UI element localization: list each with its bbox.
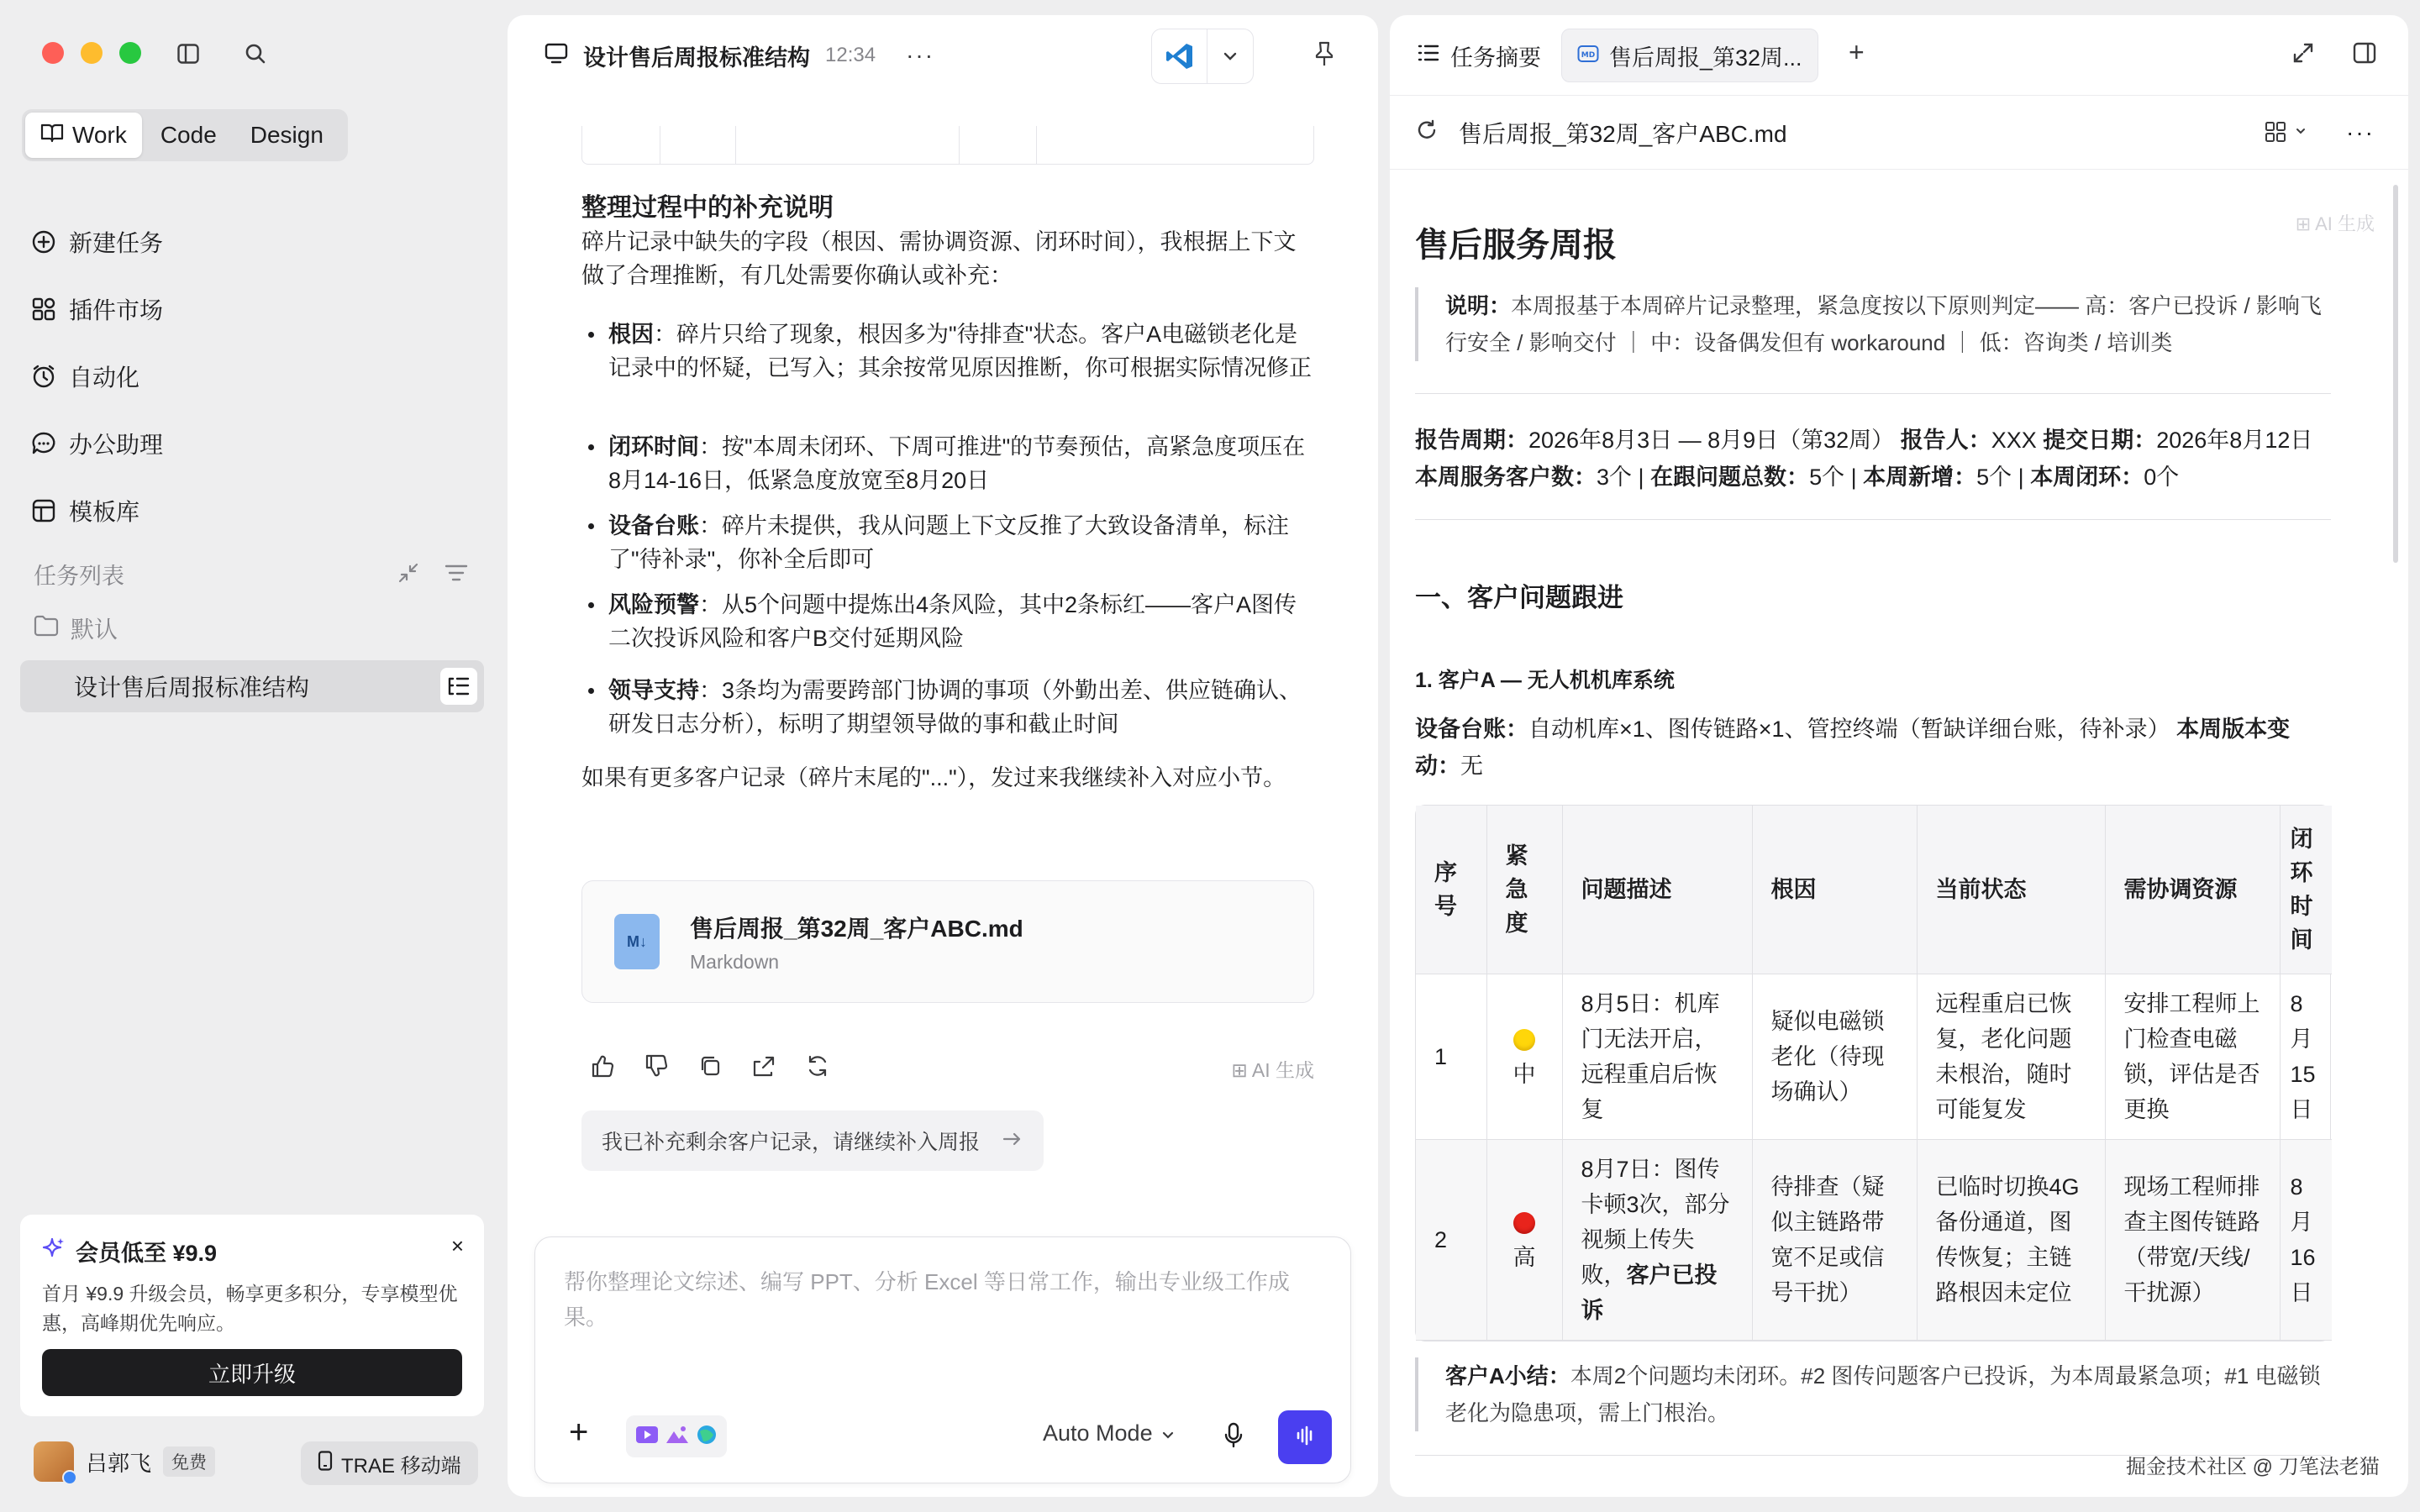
chat-bubble-icon xyxy=(30,430,57,457)
minimize-window-button[interactable] xyxy=(81,42,103,64)
nav-new-task[interactable] xyxy=(30,217,467,267)
add-tab-icon[interactable]: + xyxy=(1849,37,1865,67)
chevron-down-icon[interactable] xyxy=(1207,29,1253,83)
col-header: 问题描述 xyxy=(1562,806,1752,974)
divider xyxy=(1415,393,2331,394)
open-in-editor-group xyxy=(1151,29,1254,84)
microphone-icon[interactable] xyxy=(1223,1422,1244,1453)
nav-new-task-label: 新建任务 xyxy=(69,230,164,256)
doc-note: 说明：本周报基于本周碎片记录整理，紧急度按以下原则判定—— 高：客户已投诉 / 影响飞行安全 / 影响交付 ｜ 中：设备偶发但有 workaround ｜ 低：咨询类 / 培训类 xyxy=(1415,287,2331,361)
sidebar-toggle-icon[interactable] xyxy=(171,37,205,71)
customer-summary: 客户A小结：本周2个问题均未闭环。#2 图传问题客户已投诉，为本周最紧急项；#1 电磁锁老化为隐患项，需上门根治。 xyxy=(1415,1357,2331,1431)
col-header: 根因 xyxy=(1752,806,1917,974)
chat-outro: 如果有更多客户记录（碎片末尾的"..."），发过来我继续补入对应小节。 xyxy=(581,765,1286,790)
mode-design-label: Design xyxy=(250,122,324,148)
svg-text:MD: MD xyxy=(1581,50,1596,60)
task-list-title: 任务列表 xyxy=(34,564,124,589)
mobile-app-button[interactable] xyxy=(301,1441,478,1485)
mode-code-label: Code xyxy=(160,122,217,148)
doc-tab-bar xyxy=(1390,15,2408,96)
thumbs-down-icon[interactable] xyxy=(642,1052,671,1080)
tab-task-summary[interactable] xyxy=(1402,29,1556,82)
nav-template-library[interactable] xyxy=(30,486,467,536)
markdown-file-icon: M↓ xyxy=(614,914,660,969)
mobile-app-label: TRAE 移动端 xyxy=(341,1454,461,1478)
view-options-icon[interactable] xyxy=(2264,119,2312,149)
user-profile[interactable] xyxy=(34,1441,215,1482)
attach-plus-icon[interactable]: + xyxy=(569,1414,589,1451)
nav-template-library-label: 模板库 xyxy=(69,499,140,525)
voice-send-button[interactable] xyxy=(1278,1410,1332,1464)
monitor-icon xyxy=(544,43,568,69)
task-item-label: 设计售后周报标准结构 xyxy=(74,675,310,701)
mode-design-button[interactable] xyxy=(235,113,339,158)
equipment-line: 设备台账：自动机库×1、图传链路×1、管控终端（暂缺详细台账，待补录） 本周版本变动：无 xyxy=(1415,717,2291,779)
folder-icon xyxy=(34,615,59,643)
chat-panel xyxy=(508,15,1378,1497)
doc-title: 售后服务周报 xyxy=(1415,227,1617,264)
message-actions xyxy=(588,1052,832,1080)
nav-plugin-market[interactable] xyxy=(30,284,467,334)
table-row: 2 高 8月7日：图传卡顿3次，部分视频上传失败，客户已投诉 待排查（疑似主链路带宽不足或信号干扰） 已临时切换4G备份通道，图传恢复；主链路根因未定位 现场工程师排查主图传链路（带宽/天线/干扰源） 8月16日 xyxy=(1416,1139,2332,1340)
avatar xyxy=(34,1441,74,1482)
document-panel xyxy=(1390,15,2408,1497)
upgrade-button[interactable]: 立即升级 xyxy=(42,1349,462,1396)
refresh-icon[interactable] xyxy=(1415,118,1439,146)
search-icon[interactable] xyxy=(239,37,272,71)
bullet-leader-support: 领导支持：3条均为需要跨部门协调的事项（外勤出差、供应链确认、研发日志分析），标明了期望领导做的事和截止时间 xyxy=(581,674,1314,741)
thumbs-up-icon[interactable] xyxy=(588,1052,617,1080)
chat-heading: 整理过程中的补充说明 xyxy=(581,194,834,222)
nav-office-assistant[interactable] xyxy=(30,418,467,469)
filter-icon[interactable] xyxy=(444,561,469,589)
template-icon xyxy=(30,497,57,524)
plugin-icon xyxy=(30,296,57,323)
markdown-icon xyxy=(1577,43,1599,69)
chevron-down-icon xyxy=(1161,1420,1175,1446)
task-outline-icon[interactable] xyxy=(440,668,477,705)
col-header: 闭环时间 xyxy=(2280,806,2332,974)
suggestion-text: 我已补充剩余客户记录，请继续补入周报 xyxy=(602,1131,981,1154)
col-header: 序号 xyxy=(1416,806,1486,974)
copy-icon[interactable] xyxy=(696,1052,724,1080)
chat-title: 设计售后周报标准结构 xyxy=(583,45,810,71)
sparkle-icon xyxy=(42,1236,66,1266)
tab-weekly-report-label: 售后周报_第32周... xyxy=(1609,45,1802,71)
folder-default[interactable] xyxy=(34,612,118,645)
close-icon[interactable]: × xyxy=(450,1233,464,1258)
phone-icon xyxy=(318,1451,333,1477)
ai-generated-tag: ⊞ AI 生成 xyxy=(1231,1059,1314,1081)
mode-selector[interactable] xyxy=(1043,1420,1175,1446)
bullet-close-time: 闭环时间：按"本周未闭环、下周可推进"的节奏预估，高紧急度项压在8月14-16日，低紧急度放宽至8月20日 xyxy=(581,430,1314,497)
message-composer[interactable] xyxy=(534,1236,1351,1483)
watermark: 掘金技术社区 @ 刀笔法老猫 xyxy=(2126,1456,2380,1478)
nav-plugin-market-label: 插件市场 xyxy=(69,297,164,323)
list-icon xyxy=(1417,43,1440,69)
upgrade-title: 会员低至 ¥9.9 xyxy=(76,1241,218,1266)
subsection-heading: 1. 客户A — 无人机机库系统 xyxy=(1415,669,1675,692)
vscode-icon[interactable] xyxy=(1152,29,1207,83)
divider xyxy=(1415,519,2331,520)
composer-input[interactable]: 帮你整理论文综述、编写 PPT、分析 Excel 等日常工作，输出专业级工作成果。 xyxy=(564,1269,1290,1330)
doc-scrollbar[interactable] xyxy=(2393,185,2398,563)
more-options-icon[interactable]: ··· xyxy=(906,42,935,68)
nav-office-assistant-label: 办公助理 xyxy=(69,432,164,458)
upgrade-desc: 首月 ¥9.9 升级会员，畅享更多积分，专享模型优惠，高峰期优先响应。 xyxy=(42,1283,458,1334)
file-attachment-card[interactable] xyxy=(581,880,1314,1003)
more-options-icon[interactable]: ··· xyxy=(2346,119,2375,145)
maximize-window-button[interactable] xyxy=(119,42,141,64)
mode-code-button[interactable] xyxy=(145,113,232,158)
task-item-active[interactable] xyxy=(20,660,484,712)
expand-icon[interactable] xyxy=(2291,40,2316,70)
waveform-icon xyxy=(1293,1424,1317,1452)
video-icon xyxy=(634,1424,660,1450)
image-icon xyxy=(665,1424,690,1450)
mode-switch xyxy=(22,109,348,161)
globe-icon xyxy=(695,1423,718,1451)
arrow-right-icon xyxy=(1002,1129,1023,1153)
upgrade-card xyxy=(20,1215,484,1416)
plan-badge: 免费 xyxy=(163,1446,215,1477)
doc-content xyxy=(1415,170,2375,1497)
user-name: 吕郭飞 xyxy=(86,1450,152,1476)
col-header: 需协调资源 xyxy=(2105,806,2280,974)
panel-toggle-icon[interactable] xyxy=(2353,42,2376,68)
mode-work-button[interactable] xyxy=(25,113,142,158)
bullet-root-cause: 根因：碎片只给了现象，根因多为"待排查"状态。客户A电磁锁老化是记录中的怀疑，已写入；其余按常见原因推断，你可根据实际情况修正 xyxy=(581,318,1314,385)
chat-time: 12:34 xyxy=(825,44,876,66)
mode-work-label: Work xyxy=(72,122,127,148)
table-header-row xyxy=(1416,806,2332,974)
nav-automation[interactable] xyxy=(30,351,467,402)
chat-intro: 碎片记录中缺失的字段（根因、需协调资源、闭环时间），我根据上下文做了合理推断，有几处需要你确认或补充： xyxy=(581,229,1297,288)
suggestion-chip[interactable] xyxy=(581,1110,1044,1171)
tab-weekly-report[interactable] xyxy=(1561,29,1818,82)
mode-selector-label: Auto Mode xyxy=(1043,1420,1153,1446)
doc-filename: 售后周报_第32周_客户ABC.md xyxy=(1459,120,1787,147)
table-row: 1 中 8月5日：机库门无法开启，远程重启后恢复 疑似电磁锁老化（待现场确认） 远程重启已恢复，老化问题未根治，随时可能复发 安排工程师上门检查电磁锁，评估是否更换 8月15日 xyxy=(1416,974,2332,1139)
col-header: 紧急度 xyxy=(1486,806,1562,974)
book-icon xyxy=(40,122,64,149)
collapse-icon[interactable] xyxy=(397,561,420,589)
ai-generated-tag: ⊞ AI 生成 xyxy=(2295,213,2375,234)
bullet-equipment: 设备台账：碎片未提供，我从问题上下文反推了大致设备清单，标注了"待补录"，你补全后即可 xyxy=(581,509,1314,576)
folder-default-label: 默认 xyxy=(71,617,118,643)
issue-table xyxy=(1415,805,2331,1341)
close-window-button[interactable] xyxy=(42,42,64,64)
red-circle-icon xyxy=(1513,1212,1535,1234)
table-fragment xyxy=(581,126,1314,165)
bullet-risk: 风险预警：从5个问题中提炼出4条风险，其中2条标红——客户A图传二次投诉风险和客户B交付延期风险 xyxy=(581,588,1314,655)
share-icon[interactable] xyxy=(750,1052,778,1080)
plus-circle-icon xyxy=(30,228,57,255)
yellow-circle-icon xyxy=(1513,1029,1535,1051)
file-type: Markdown xyxy=(690,950,780,973)
col-header: 当前状态 xyxy=(1917,806,2105,974)
file-name: 售后周报_第32周_客户ABC.md xyxy=(690,915,1023,942)
sidebar xyxy=(0,0,496,1512)
pin-icon[interactable] xyxy=(1313,40,1336,71)
doc-toolbar xyxy=(1390,96,2408,170)
tab-task-summary-label: 任务摘要 xyxy=(1450,45,1541,71)
nav-automation-label: 自动化 xyxy=(69,365,140,391)
alarm-clock-icon xyxy=(30,363,57,390)
section-heading: 一、客户问题跟进 xyxy=(1415,583,1623,612)
regenerate-icon[interactable] xyxy=(803,1052,832,1080)
doc-meta: 报告周期：2026年8月3日 — 8月9日（第32周） 报告人：XXX 提交日期：2026年8月12日 本周服务客户数：3个 | 在跟问题总数：5个 | 本周新增：5个 | 本周闭环：0个 xyxy=(1415,428,2313,490)
media-tools-button[interactable] xyxy=(626,1415,727,1457)
